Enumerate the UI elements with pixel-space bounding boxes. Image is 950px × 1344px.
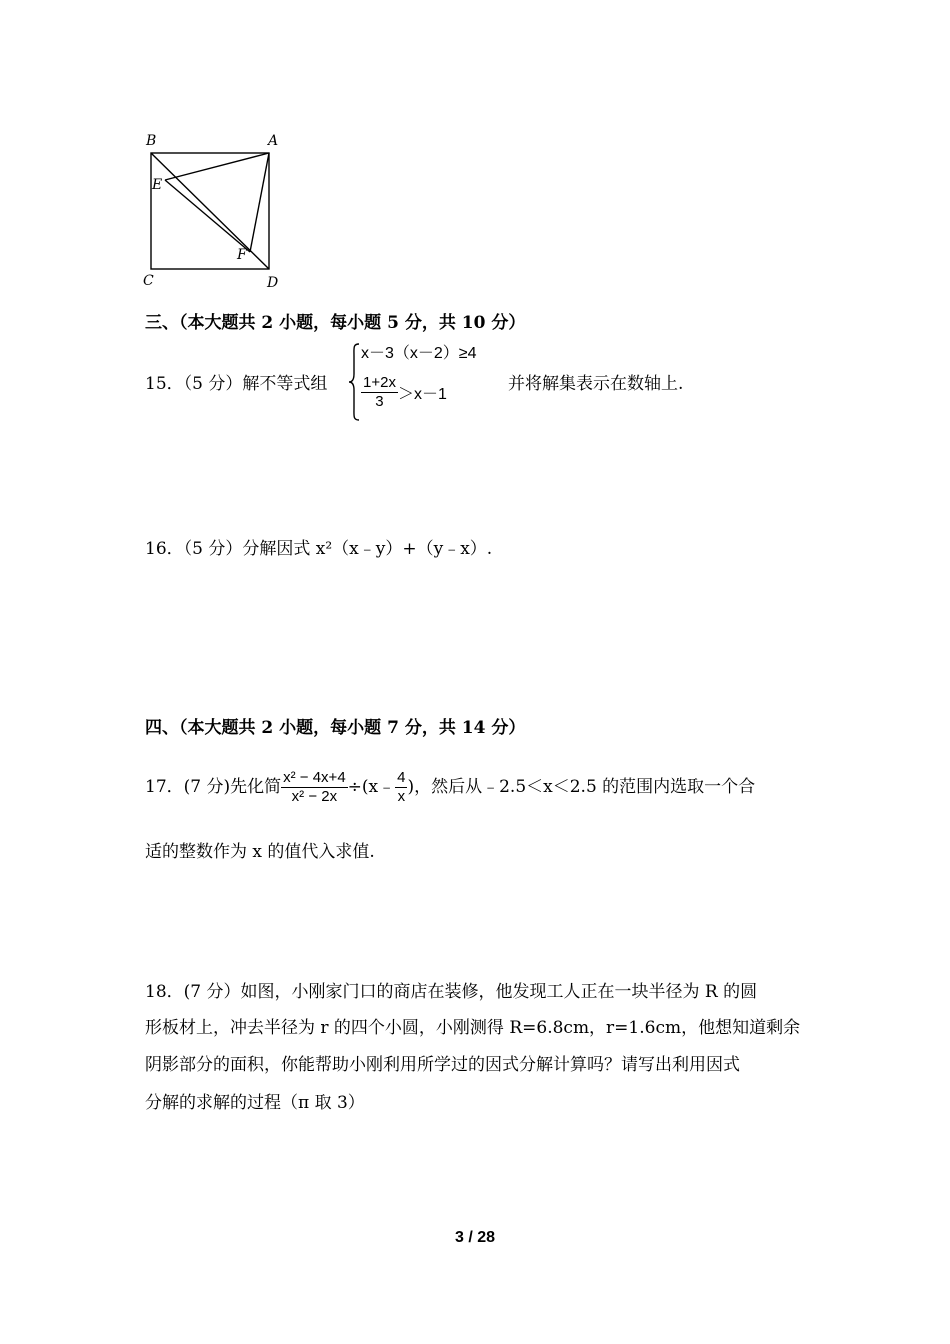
square-figure — [138, 128, 288, 293]
fraction-denominator: 3 — [375, 393, 384, 410]
question-17-mid: ÷(x﹣ — [347, 777, 396, 797]
label-b: B — [146, 133, 157, 149]
segment-bd — [151, 153, 269, 269]
label-e: E — [152, 177, 163, 193]
inequality-line-2-rest: ＞x－1 — [397, 386, 447, 403]
section-4-heading: 四、（本大题共 2 小题，每小题 7 分，共 14 分） — [145, 718, 526, 738]
inequality-system — [347, 342, 507, 422]
question-17-line-1 — [145, 760, 755, 814]
question-18-line-1: 18．(7 分）如图，小刚家门口的商店在装修，他发现工人正在一块半径为 R 的圆 — [145, 982, 758, 1002]
fraction-2-numerator: 4 — [397, 768, 406, 786]
fraction-1 — [281, 769, 348, 806]
segment-af — [250, 153, 269, 252]
fraction-1-denominator: x² − 2x — [291, 787, 338, 805]
inequality-line-2 — [361, 374, 447, 411]
segment-ef — [165, 180, 250, 252]
question-18-line-4: 分解的求解的过程（π 取 3） — [145, 1093, 365, 1113]
section-3-heading: 三、（本大题共 2 小题，每小题 5 分，共 10 分） — [145, 313, 526, 333]
segment-ae — [165, 153, 269, 180]
inequality-line-1: x－3（x－2）≥4 — [361, 345, 477, 362]
question-17-line-2: 适的整数作为 x 的值代入求值. — [145, 842, 375, 862]
fraction-2-denominator: x — [397, 787, 406, 805]
label-c: C — [143, 273, 154, 289]
question-17-suffix: )，然后从﹣2.5＜x＜2.5 的范围内选取一个合 — [407, 777, 756, 797]
question-18-line-2: 形板材上，冲去半径为 r 的四个小圆，小刚测得 R=6.8cm，r=1.6cm，他想知道剩余 — [145, 1018, 801, 1038]
label-f: F — [237, 247, 247, 263]
question-15-suffix: 并将解集表示在数轴上. — [508, 374, 684, 394]
system-brace — [347, 342, 361, 422]
fraction-1-numerator: x² − 4x+4 — [283, 768, 346, 786]
question-15-prefix: 15．（5 分）解不等式组 — [145, 374, 328, 394]
question-17-prefix: 17．(7 分)先化简 — [145, 777, 282, 797]
fraction-numerator: 1+2x — [363, 374, 396, 391]
label-d: D — [267, 275, 279, 291]
fraction-2 — [395, 769, 407, 806]
page-number: 3 / 28 — [454, 1229, 496, 1246]
label-a: A — [268, 133, 279, 149]
question-16-text: 16．（5 分）分解因式 x²（x﹣y）+（y﹣x）. — [145, 539, 493, 559]
question-18-line-3: 阴影部分的面积，你能帮助小刚利用所学过的因式分解计算吗？请写出利用因式 — [145, 1055, 740, 1075]
